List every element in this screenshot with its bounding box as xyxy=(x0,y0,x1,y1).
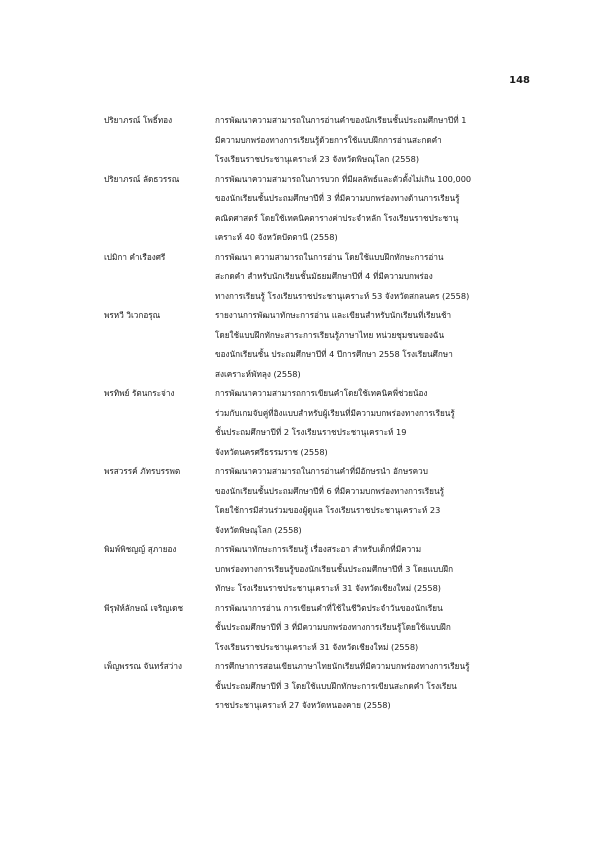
bibliography-entry xyxy=(104,540,536,599)
entry-line: ของนักเรียนชั้น ประถมศึกษาปีที่ 4 ปีการศึกษา 2558 โรงเรียนศึกษา xyxy=(215,349,453,359)
entry-body xyxy=(215,306,536,384)
entry-line: การศึกษาการสอนเขียนภาษาไทยนักเรียนที่มีความบกพร่องทางการเรียนรู้ xyxy=(215,661,470,671)
bibliography-entry xyxy=(104,170,536,248)
entry-line: การพัฒนา ความสามารถในการอ่าน โดยใช้แบบฝึกทักษะการอ่าน xyxy=(215,251,444,262)
bibliography-entry xyxy=(104,657,536,716)
entry-line: ร่วมกับเกมจับคู่ที่อิงแบบสำหรับผู้เรียนที่มีความบกพร่องทางการเรียนรู้ xyxy=(215,407,455,418)
entry-line: รายงานการพัฒนาทักษะการอ่าน และเขียนสำหรับนักเรียนที่เรียนช้า xyxy=(215,310,452,320)
entry-line: สะกดคำ สำหรับนักเรียนชั้นมัธยมศึกษาปีที่ 4 ที่มีความบกพร่อง xyxy=(215,271,433,281)
entry-line: ราชประชานุเคราะห์ 27 จังหวัดหนองคาย (2558) xyxy=(215,700,391,710)
entry-body xyxy=(215,111,536,170)
entry-line: เคราะห์ 40 จังหวัดปัตตานี (2558) xyxy=(215,232,338,242)
entry-line: การพัฒนาทักษะการเรียนรู้ เรื่องสระอา สำหรับเด็กที่มีความ xyxy=(215,544,422,554)
entry-line: สงเคราะห์พัทลุง (2558) xyxy=(215,368,301,379)
bibliography-entry xyxy=(104,599,536,658)
entry-author: พรทิพย์ รัตนกระจ่าง xyxy=(104,388,175,398)
entry-line: ทางการเรียนรู้ โรงเรียนราชประชานุเคราะห์ 53 จังหวัดสกลนคร (2558) xyxy=(215,290,470,301)
entry-line: การพัฒนาความสามารถในการอ่านคำของนักเรียนชั้นประถมศึกษาปีที่ 1 xyxy=(215,115,467,125)
entry-line: การพัฒนาความสามารถการเขียนคำโดยใช้เทคนิคพี่ช่วยน้อง xyxy=(215,388,428,398)
bibliography-entry xyxy=(104,111,536,170)
bibliography-list xyxy=(104,111,536,716)
bibliography-entry xyxy=(104,462,536,540)
entry-author: ปริยาภรณ์ โพธิ์ทอง xyxy=(104,115,173,125)
entry-body xyxy=(215,599,536,658)
entry-body xyxy=(215,462,536,540)
page-number: 148 xyxy=(509,75,530,86)
entry-author: ปริยาภรณ์ ลัดธวรรณ xyxy=(104,173,180,184)
entry-line: ชั้นประถมศึกษาปีที่ 2 โรงเรียนราชประชานุเคราะห์ 19 xyxy=(215,427,407,437)
entry-line: ทักษะ โรงเรียนราชประชานุเคราะห์ 31 จังหวัดเชียงใหม่ (2558) xyxy=(215,583,441,593)
entry-body xyxy=(215,248,536,307)
entry-line: การพัฒนาความสามารถในการอ่านคำที่มีอักษรนำ อักษรควบ xyxy=(215,466,428,476)
entry-line: ชั้นประถมศึกษาปีที่ 3 โดยใช้แบบฝึกทักษะการเขียนสะกดคำ โรงเรียน xyxy=(215,680,457,691)
entry-body xyxy=(215,540,536,599)
entry-line: คณิตศาสตร์ โดยใช้เทคนิคตารางค่าประจำหลัก โรงเรียนราชประชานุ xyxy=(215,212,459,223)
entry-line: ของนักเรียนชั้นประถมศึกษาปีที่ 3 ที่มีความบกพร่องทางด้านการเรียนรู้ xyxy=(215,193,460,203)
entry-author: เพ็ญพรรณ จันทร์สว่าง xyxy=(104,661,182,671)
entry-author: พิมพ์พิชญญ์ สุภายอง xyxy=(104,544,177,554)
entry-line: จังหวัดนครศรีธรรมราช (2558) xyxy=(215,446,328,457)
entry-line: โรงเรียนราชประชานุเคราะห์ 31 จังหวัดเชียงใหม่ (2558) xyxy=(215,641,419,652)
entry-author: พรสวรรค์ ภัทรบรรพต xyxy=(104,466,181,476)
bibliography-entry xyxy=(104,306,536,384)
entry-line: การพัฒนาการอ่าน การเขียนคำที่ใช้ในชีวิตประจำวันของนักเรียน xyxy=(215,602,443,613)
bibliography-entry xyxy=(104,248,536,307)
entry-line: จังหวัดพิษณุโลก (2558) xyxy=(215,524,302,535)
entry-line: บกพร่องทางการเรียนรู้ของนักเรียนชั้นประถมศึกษาปีที่ 3 โดยแบบฝึก xyxy=(215,563,454,574)
entry-author: พรหวี วิเวกอรุณ xyxy=(104,310,161,320)
entry-line: การพัฒนาความสามารถในการบวก ที่มีผลลัพธ์และตัวตั้งไม่เกิน 100,000 xyxy=(215,173,472,184)
entry-author: พีรุฬห์ลักษณ์ เจริญเดช xyxy=(104,602,184,613)
entry-body xyxy=(215,657,536,716)
entry-body xyxy=(215,384,536,462)
entry-line: มีความบกพร่องทางการเรียนรู้ด้วยการใช้แบบฝึกการอ่านสะกดคำ xyxy=(215,134,442,145)
entry-line: โดยใช้การมีส่วนร่วมของผู้ดูแล โรงเรียนราชประชานุเคราะห์ 23 xyxy=(215,505,441,515)
bibliography-entry xyxy=(104,384,536,462)
entry-author: เปมิกา คำเรืองศรี xyxy=(104,251,166,262)
entry-line: ชั้นประถมศึกษาปีที่ 3 ที่มีความบกพร่องทางการเรียนรู้โดยใช้แบบฝึก xyxy=(215,622,451,632)
entry-line: ของนักเรียนชั้นประถมศึกษาปีที่ 6 ที่มีความบกพร่องทางการเรียนรู้ xyxy=(215,485,444,496)
entry-body xyxy=(215,170,536,248)
entry-line: โดยใช้แบบฝึกทักษะสาระการเรียนรู้ภาษาไทย หน่วยชุมชนของฉัน xyxy=(215,329,445,340)
entry-line: โรงเรียนราชประชานุเคราะห์ 23 จังหวัดพิษณุโลก (2558) xyxy=(215,154,420,164)
